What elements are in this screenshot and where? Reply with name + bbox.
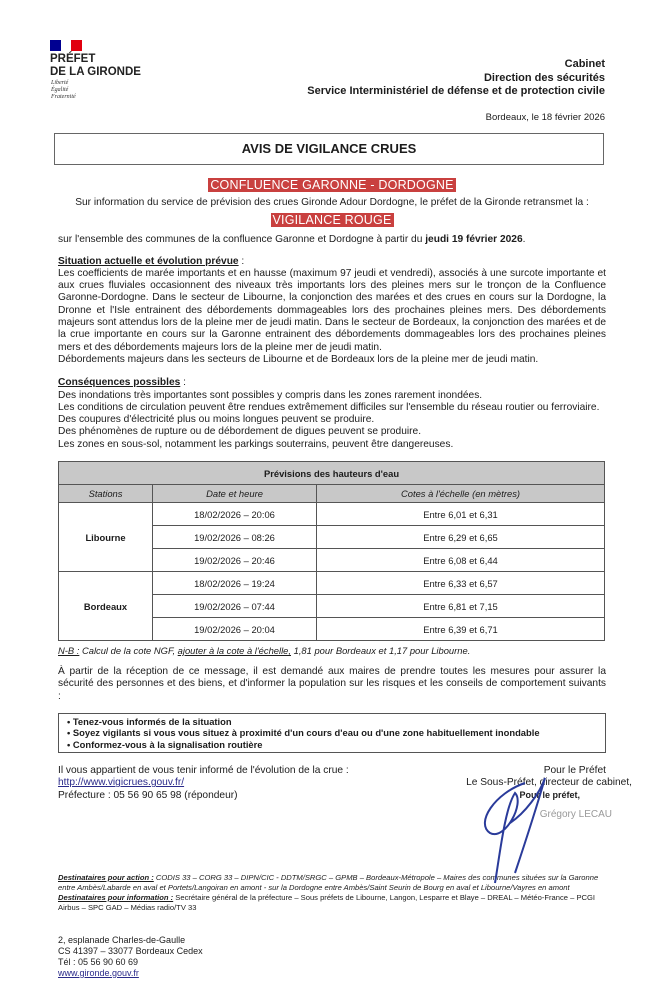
document-title: AVIS DE VIGILANCE CRUES bbox=[54, 133, 604, 165]
forecast-table: Prévisions des hauteurs d'eau Stations Date et heure Cotes à l'échelle (en mètres) Libourne 18/02/2026 – 20:06 Entre 6,01 et 6,31 19/02/2026 – 08:26 Entre 6,29 et 6,65 19/02/2026 – 20:46 Entre 6,08 et 6,44 Bordeaux 18/02/2026 – 19:24 Entre 6,33 et 6,57 19/02/2026 – 07:44 Entre 6,81 et 7,15 19/02/2026 – 20:04 Entre 6,39 et 6,71 bbox=[58, 461, 606, 641]
info-signature-area bbox=[58, 764, 632, 865]
document-date: Bordeaux, le 18 février 2026 bbox=[485, 112, 605, 123]
level-banner: VIGILANCE ROUGE bbox=[272, 213, 392, 228]
recipients: Destinataires pour action : CODIS 33 – CORG 33 – DIPN/CIC - DDTM/SRGC – GPMB – Bordeaux-Métropole – Maires des communes situées sur la Garonne entre Ambès/Labarde en aval et Portets/Langoiran en amont - sur la Dordogne entre Ambès/Saint Seurin de Bourg en aval et Libourne/Vayres en amont Destinataires pour information : Secrétaire général de la préfecture – Sous préfets de Libourne, Langon, Lesparre et Blaye – DREAL – Météo-France – PCGI Airbus – SPC GAD – Médias radio/TV 33 bbox=[58, 872, 599, 912]
nb-note: N-B : Calcul de la cote NGF, ajouter à la cote à l'échelle, 1,81 pour Bordeaux et 1,17 pour Libourne. bbox=[58, 645, 471, 657]
table-row: 19/02/2026 – 20:04 Entre 6,39 et 6,71 bbox=[59, 618, 605, 641]
table-row: Bordeaux 18/02/2026 – 19:24 Entre 6,33 et 6,57 bbox=[59, 572, 605, 595]
situation-section: Situation actuelle et évolution prévue : Les coefficients de marée importants et en hausse (maximum 97 jeudi et vendredi), associés à une surcote importante et aux crues fluviales occasionnent des niveaux très importants lors des pleines mers sur le tronçon de la Confluence Garonne-Dordogne. Dans le secteur de Libourne, la conjonction des marées et des crues en cours sur la Dordogne, la Dronne et l'Isle entrainent des débordements dommageables lors des prochaines pleines mers. Des débordements majeurs sont attendus lors de la pleine mer de jeudi matin. Dans le secteur de Bordeaux, la conjonction des marées et de la crue importante en cours sur la Garonne entrainent des débordements dommageables lors des prochaines pleines mers et des débordements majeurs lors de la pleine mer de jeudi matin. Débordements majeurs dans les secteurs de Libourne et de Bordeaux lors de la pleine mer de jeudi matin. bbox=[58, 255, 606, 365]
scope-text: sur l'ensemble des communes de la confluence Garonne et Dordogne à partir du jeudi 19 février 2026. bbox=[58, 234, 526, 246]
prefecture-name: PRÉFET DE LA GIRONDE bbox=[50, 53, 141, 78]
signatory-name: Grégory LECAU bbox=[539, 808, 612, 820]
motto: Liberté Égalité Fraternité bbox=[51, 80, 76, 100]
advice-box: • Tenez-vous informés de la situation • Soyez vigilants si vous vous situez à proximité d'un cours d'eau ou d'une zone habituellement inondable • Conformez-vous à la signalisation routière bbox=[58, 713, 606, 753]
intro-text: Sur information du service de prévision des crues Gironde Adour Dordogne, le préfet de la Gironde retransmet la : bbox=[75, 197, 589, 208]
info-block: Il vous appartient de vous tenir informé de l'évolution de la crue : http://www.vigicrues.gouv.fr/ Préfecture : 05 56 90 65 98 (répondeur) bbox=[58, 764, 349, 801]
table-row: 19/02/2026 – 07:44 Entre 6,81 et 7,15 bbox=[59, 595, 605, 618]
marianne-logo bbox=[50, 40, 82, 51]
document-body bbox=[58, 177, 632, 999]
website-link[interactable]: www.gironde.gouv.fr bbox=[58, 967, 139, 978]
table-row: 19/02/2026 – 20:46 Entre 6,08 et 6,44 bbox=[59, 549, 605, 572]
table-row: 19/02/2026 – 08:26 Entre 6,29 et 6,65 bbox=[59, 526, 605, 549]
zone-banner: CONFLUENCE GARONNE - DORDOGNE bbox=[210, 178, 454, 192]
table-row: Libourne 18/02/2026 – 20:06 Entre 6,01 et 6,31 bbox=[59, 503, 605, 526]
address-block: 2, esplanade Charles-de-Gaulle CS 41397 – 33077 Bordeaux Cedex Tél : 05 56 90 60 69 www.gironde.gouv.fr bbox=[58, 934, 203, 978]
consequences-section: Conséquences possibles : Des inondations très importantes sont possibles y compris dans les zones rarement inondées. Les conditions de circulation peuvent être rendues extrêmement difficiles sur l'ensemble du réseau routier ou ferroviaire. Des coupures d'électricité plus ou moins longues peuvent se produire. Des phénomènes de rupture ou de débordement de digues peuvent se produire. Les zones en sous-sol, notamment les parkings souterrains, peuvent être dangereuses. bbox=[58, 377, 600, 450]
signature-block: Pour le Préfet Le Sous-Préfet, directeur de cabinet, Pour le préfet, Grégory LECAU bbox=[466, 764, 632, 820]
mayors-text: À partir de la réception de ce message, il est demandé aux maires de prendre toutes les mesures pour assurer la sécurité des personnes et des biens, et d'informer la population sur les risques et les conseils de comportement suivants : bbox=[58, 666, 606, 702]
vigicrues-link[interactable]: http://www.vigicrues.gouv.fr/ bbox=[58, 777, 185, 789]
service-header: Cabinet Direction des sécurités Service Interministériel de défense et de protection civile bbox=[307, 58, 605, 97]
